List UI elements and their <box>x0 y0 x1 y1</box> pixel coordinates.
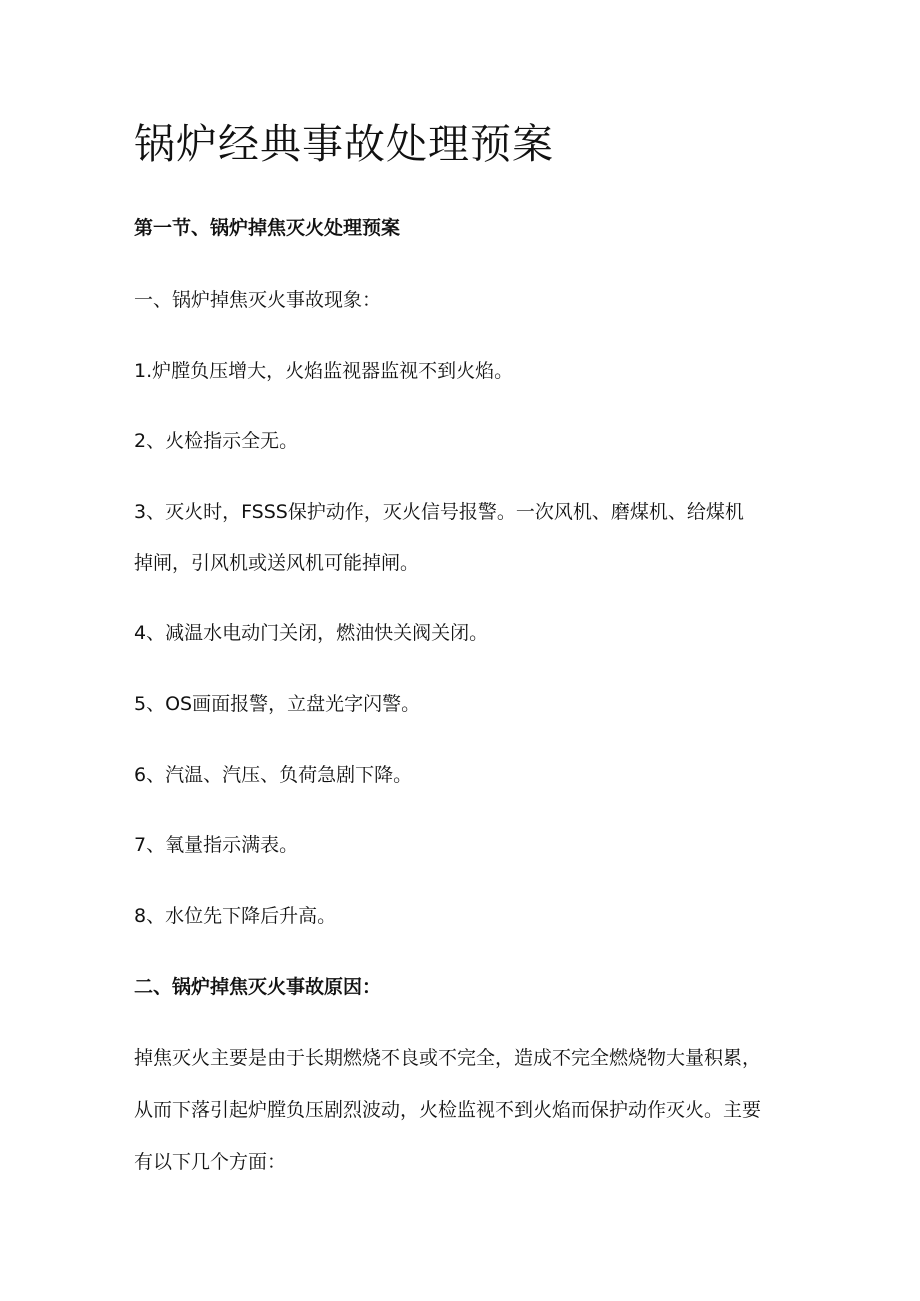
symptom-item-8: 8、水位先下降后升高。 <box>134 905 337 927</box>
symptom-item-4: 4、减温水电动门关闭，燃油快关阀关闭。 <box>134 622 489 644</box>
cause-line-3: 有以下几个方面： <box>134 1151 287 1173</box>
part1-heading: 一、锅炉掉焦灭火事故现象： <box>134 289 382 311</box>
cause-line-2: 从而下落引起炉膛负压剧烈波动，火检监视不到火焰而保护动作灭火。主要 <box>134 1099 762 1121</box>
symptom-item-2: 2、火检指示全无。 <box>134 430 299 452</box>
part2-heading: 二、锅炉掉焦灭火事故原因： <box>134 976 382 998</box>
symptom-item-1: 1.炉膛负压增大，火焰监视器监视不到火焰。 <box>134 360 514 382</box>
cause-paragraph <box>134 1032 794 1188</box>
symptom-item-3-continued: 掉闸，引风机或送风机可能掉闸。 <box>134 552 420 574</box>
cause-line-1: 掉焦灭火主要是由于长期燃烧不良或不完全，造成不完全燃烧物大量积累， <box>134 1047 762 1069</box>
symptom-item-5: 5、OS画面报警，立盘光字闪警。 <box>134 693 421 715</box>
symptom-item-3: 3、灭火时，FSSS保护动作，灭火信号报警。一次风机、磨煤机、给煤机 <box>134 501 744 523</box>
section-heading: 第一节、锅炉掉焦灭火处理预案 <box>134 217 401 239</box>
symptom-item-7: 7、氧量指示满表。 <box>134 834 299 856</box>
symptom-item-6: 6、汽温、汽压、负荷急剧下降。 <box>134 764 413 786</box>
document-title: 锅炉经典事故处理预案 <box>134 120 554 168</box>
